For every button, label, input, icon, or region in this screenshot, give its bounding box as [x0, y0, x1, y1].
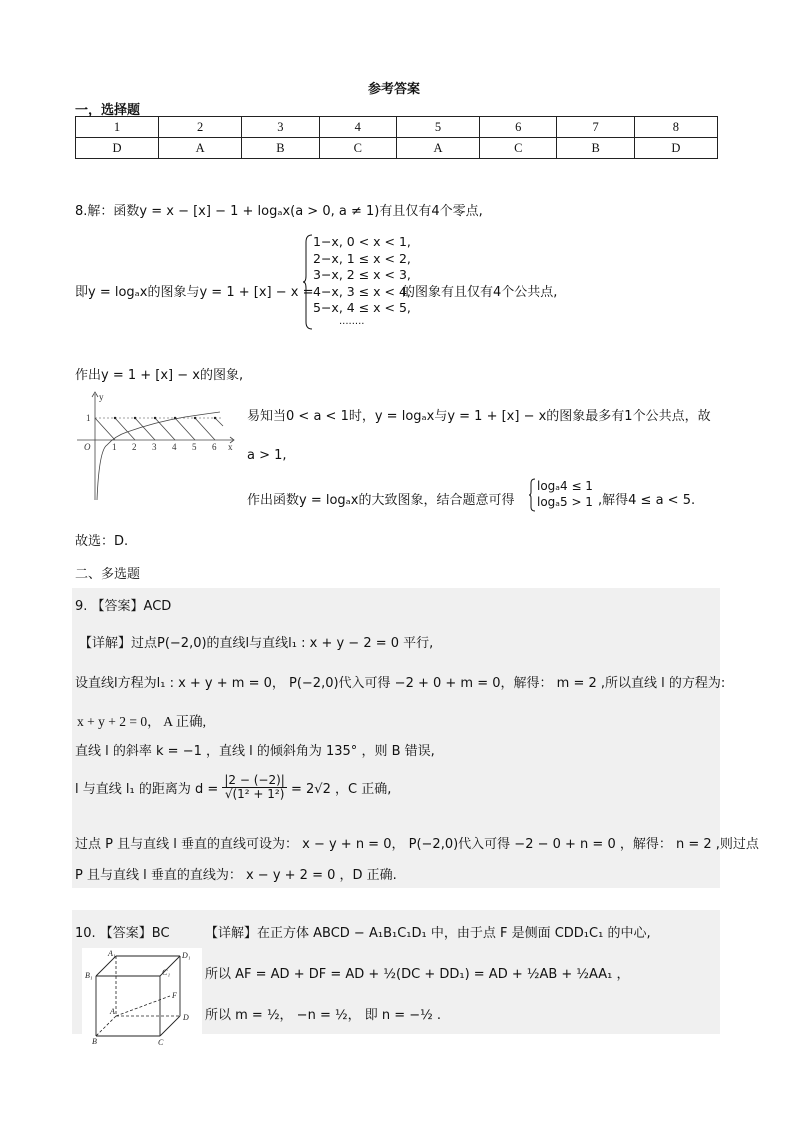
axis-label-y: y — [99, 392, 104, 402]
q8-analysis-3 — [247, 489, 514, 508]
q10-line: 【详解】在正方体 ABCD − A₁B₁C₁D₁ 中，由于点 F 是侧面 CDD₁C₁ 的中心, — [205, 926, 651, 941]
vertex-label: F — [172, 991, 177, 1000]
system-brace — [529, 478, 536, 512]
table-cell: B — [242, 138, 319, 159]
page-title: 参考答案 — [368, 82, 421, 97]
text: 时， — [348, 409, 375, 424]
table-cell: B — [557, 138, 634, 159]
table-cell: C — [319, 138, 396, 159]
text: 作出函数 — [247, 493, 300, 508]
formula: 0 < a < 1 — [286, 409, 349, 424]
cube-figure — [82, 948, 202, 1046]
table-cell: 6 — [480, 117, 557, 138]
origin-label: O — [84, 442, 91, 452]
q8-analysis-1 — [247, 405, 711, 424]
table-cell: 1 — [76, 117, 159, 138]
tick-label: 6 — [212, 442, 217, 452]
q9-line: x + y + 2 = 0， A 正确, — [77, 714, 206, 729]
formula: 4 ≤ a < 5. — [628, 493, 696, 508]
table-cell: 2 — [159, 117, 242, 138]
vertex-label: C — [158, 1038, 164, 1046]
q10-line: 所以 m = ½， −n = ½， 即 n = −½ . — [205, 1008, 441, 1023]
q9-line: P 且与直线 l 垂直的直线为： x − y + 2 = 0 ，D 正确. — [75, 868, 397, 883]
q8-line3-prefix: 作出 — [75, 368, 102, 383]
text: 与 — [434, 409, 448, 424]
tick-label: 5 — [192, 442, 197, 452]
table-cell: 5 — [396, 117, 479, 138]
text: 的图象最多有1个公共点，故 — [546, 409, 711, 424]
piecewise-case: ........ — [339, 315, 365, 327]
formula: y = logₐx — [299, 493, 359, 508]
piecewise-case: 2−x, 1 ≤ x < 2, — [313, 250, 411, 266]
table-row-numbers — [76, 117, 718, 138]
table-cell: A — [396, 138, 479, 159]
piecewise-case: 3−x, 2 ≤ x < 3, — [313, 267, 411, 282]
graph-segment — [135, 418, 155, 440]
q9-answer: 9. 【答案】ACD — [75, 599, 172, 614]
vertex-label: B₁ — [85, 971, 93, 980]
q8-line1 — [75, 200, 483, 219]
text: 故选： — [75, 534, 115, 549]
table-cell: D — [76, 138, 159, 159]
text: = 2√2 ，C 正确, — [291, 782, 392, 797]
q8-line2-prefix: 即 — [75, 285, 89, 300]
table-cell: D — [634, 138, 717, 159]
q8-line2-suffix: 的图象有且仅有4个公共点, — [402, 285, 558, 300]
formula: y = logₐx — [374, 409, 435, 424]
vertex-label: B — [92, 1037, 97, 1046]
graph-segment — [95, 418, 115, 440]
vertex-label: C₁ — [162, 968, 171, 977]
formula: y = 1 + [x] − x — [447, 409, 547, 424]
axis-label-x: x — [228, 442, 233, 452]
tick-label: 4 — [172, 442, 177, 452]
q9-line: 设直线l方程为l₁ : x + y + m = 0， P(−2,0)代入可得 −2 + 0 + m = 0，解得： m = 2 ,所以直线 l 的方程为: — [75, 676, 726, 691]
q9-distance — [75, 774, 391, 801]
q9-line: 过点 P 且与直线 l 垂直的直线可设为： x − y + n = 0， P(−2,0)代入可得 −2 − 0 + n = 0 ，解得： n = 2 ,则过点 — [75, 837, 759, 852]
table-cell: 8 — [634, 117, 717, 138]
q8-line3 — [75, 364, 243, 383]
tick-label: 2 — [132, 442, 137, 452]
q10-line: 所以 AF = AD + DF = AD + ½(DC + DD₁) = AD + ½AB + ½AA₁ ， — [205, 967, 630, 982]
q8-intro: 8.解：函数 — [75, 204, 140, 219]
piecewise-brace — [303, 234, 313, 330]
section-choice-heading: 一，选择题 — [75, 103, 141, 118]
text: ,解得 — [598, 493, 629, 508]
system-line: logₐ5 > 1 — [537, 495, 593, 509]
q8-formula: y = x − [x] − 1 + logₐx(a > 0, a ≠ 1) — [139, 204, 380, 219]
function-graph — [75, 390, 237, 505]
vertex-label: A — [110, 1007, 115, 1016]
table-cell: 4 — [319, 117, 396, 138]
q8-step-formula: y = 1 + [x] − x = — [199, 285, 314, 300]
q8-line3-suffix: 的图象, — [199, 368, 244, 383]
q9-line: 直线 l 的斜率 k = −1 ，直线 l 的倾斜角为 135° ，则 B 错误, — [75, 744, 435, 759]
q8-analysis-3-tail — [598, 489, 695, 508]
vertex-label: A₁ — [108, 949, 116, 958]
tick-label: 1 — [86, 413, 91, 423]
answer-table — [75, 116, 718, 159]
text: l 与直线 l₁ 的距离为 d = — [75, 782, 219, 797]
q8-log-formula: y = logₐx — [88, 285, 148, 300]
text: 的大致图象，结合题意可得 — [358, 493, 515, 508]
graph-segment — [215, 418, 223, 426]
fraction-numerator: |2 − (−2)| — [224, 773, 285, 787]
vertex-label: D — [183, 1013, 189, 1022]
q8-line2 — [75, 281, 313, 300]
formula: D. — [114, 534, 129, 549]
vertex-label: D₁ — [182, 951, 191, 960]
piecewise-case: 5−x, 4 ≤ x < 5, — [313, 300, 411, 315]
table-row-answers — [76, 138, 718, 159]
fraction-denominator: √(1² + 1²) — [224, 787, 285, 801]
table-cell: A — [159, 138, 242, 159]
q8-analysis-2: a > 1, — [247, 448, 287, 463]
q10-answer: 10. 【答案】BC — [75, 926, 170, 941]
q9-line: 【详解】过点P(−2,0)的直线l与直线l₁ : x + y − 2 = 0 平行, — [79, 636, 434, 651]
table-cell: 3 — [242, 117, 319, 138]
piecewise-cases — [313, 234, 411, 327]
graph-segment — [175, 418, 195, 440]
text: 易知当 — [247, 409, 287, 424]
piecewise-case: 4−x, 3 ≤ x < 4, — [313, 283, 411, 299]
q8-line2-mid: 的图象与 — [147, 285, 200, 300]
piecewise-case: 1−x, 0 < x < 1, — [313, 234, 411, 249]
q8-line3-formula: y = 1 + [x] − x — [101, 368, 200, 383]
system-line: logₐ4 ≤ 1 — [537, 479, 593, 493]
system-lines — [537, 478, 593, 510]
distance-fraction — [222, 774, 286, 801]
tick-label: 3 — [152, 442, 157, 452]
table-cell: C — [480, 138, 557, 159]
section-multi-heading: 二、多选题 — [75, 567, 141, 582]
graph-segment — [195, 418, 215, 440]
table-cell: 7 — [557, 117, 634, 138]
q8-suffix: 有且仅有4个零点, — [379, 204, 483, 219]
q8-choose — [75, 530, 128, 549]
tick-label: 1 — [112, 442, 117, 452]
graph-segment — [115, 418, 135, 440]
